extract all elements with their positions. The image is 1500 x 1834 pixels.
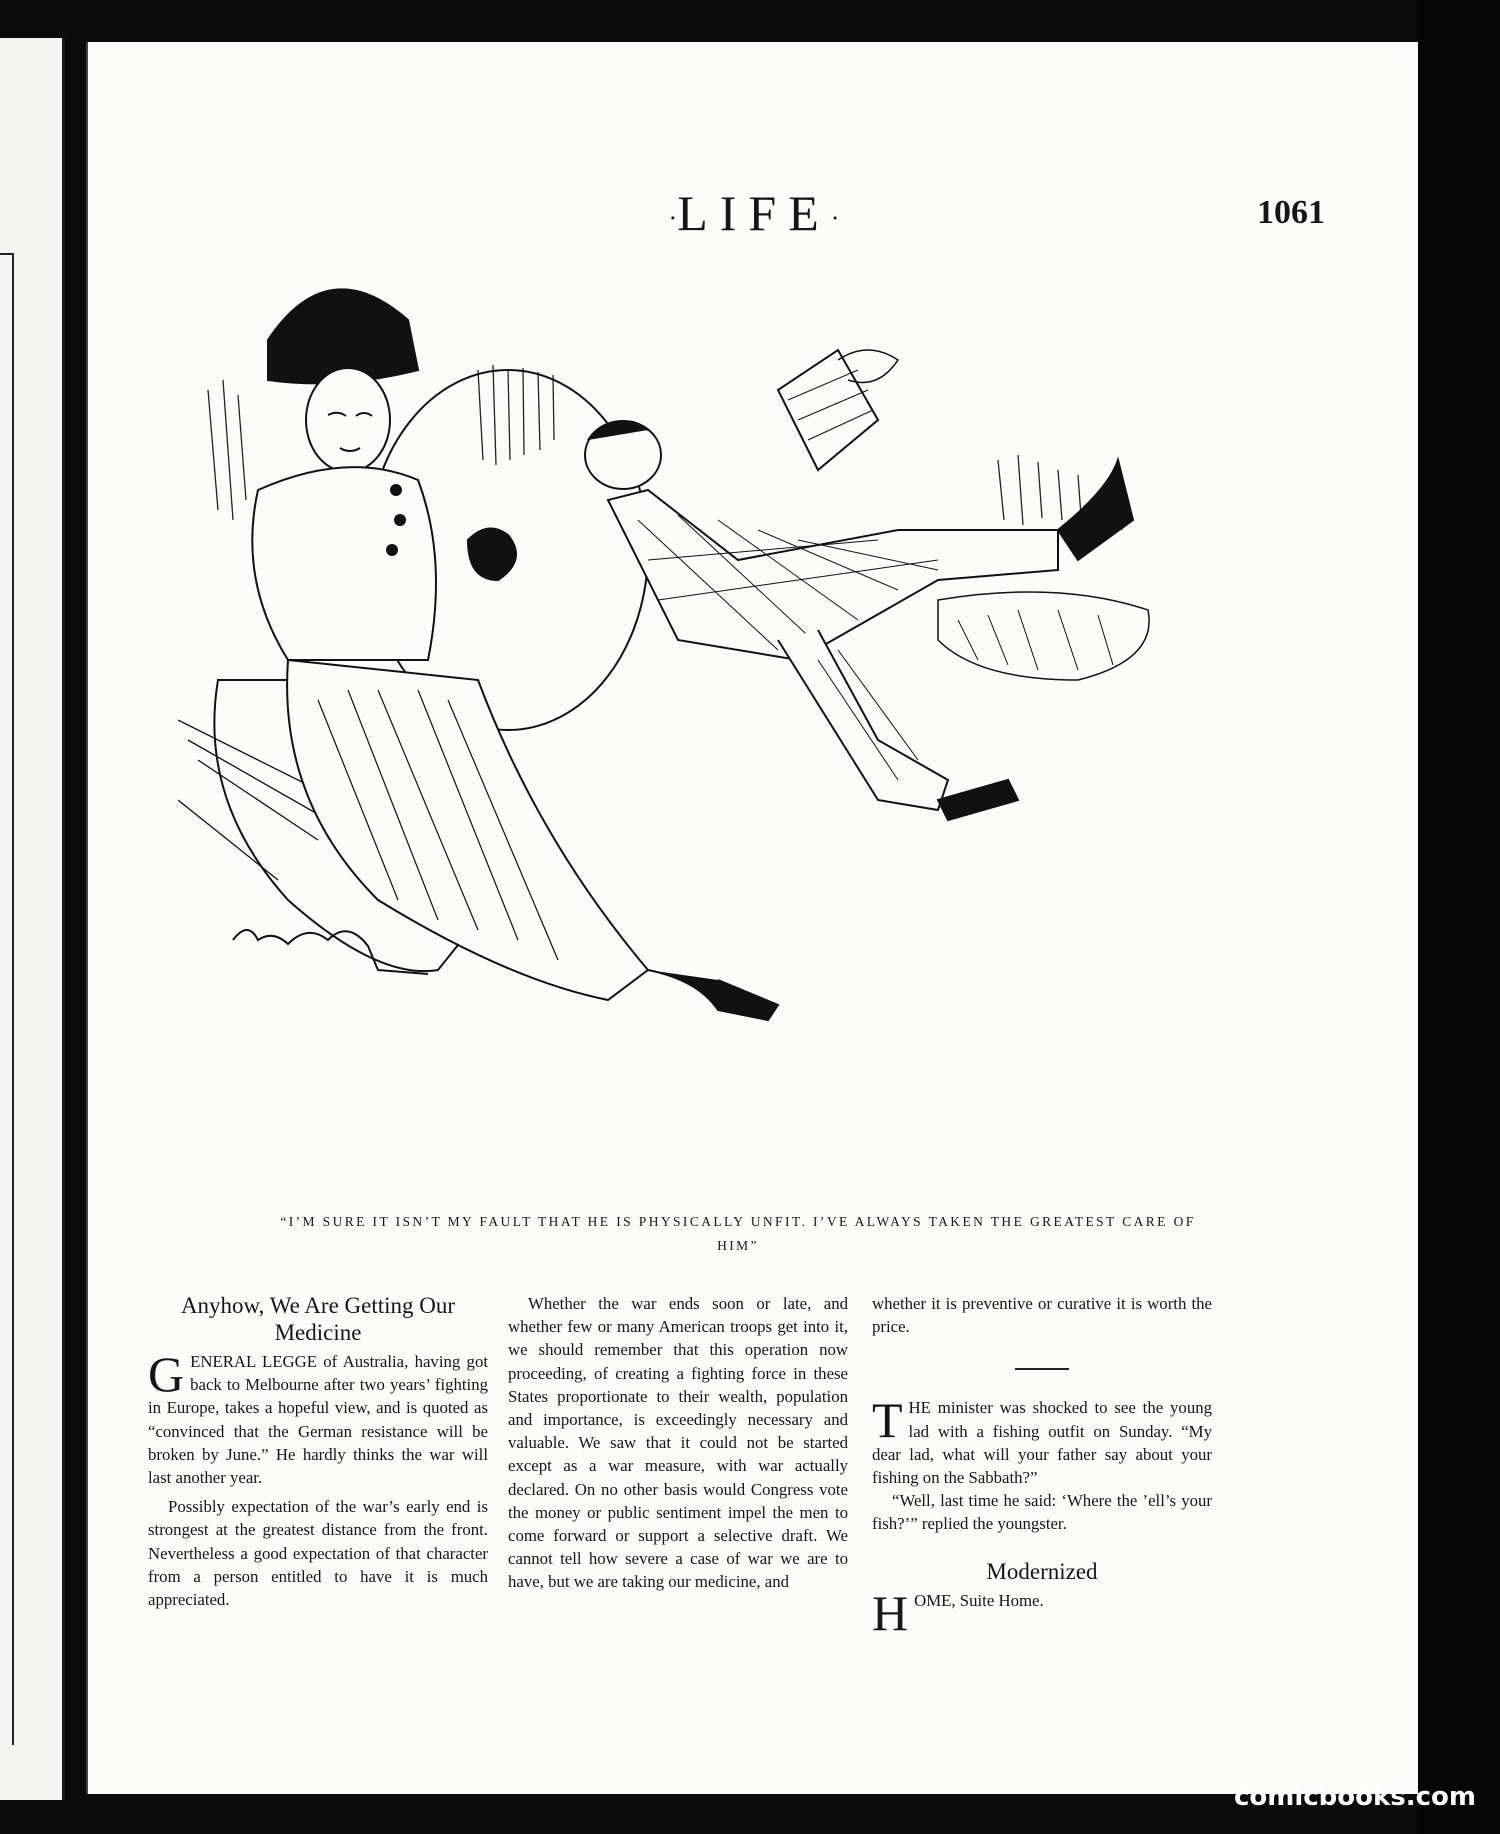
column-1 — [148, 1292, 488, 1611]
drop-cap: T — [872, 1392, 903, 1449]
woman-jacket — [252, 467, 436, 660]
newspaper — [778, 350, 878, 470]
paragraph: GENERAL LEGGE of Australia, having got back to Melbourne after two years’ fighting in Europe, takes a hopeful view, and is quoted as “convinced that the German resistance will be broken by June.” He hardly thinks the war will last another year. — [148, 1346, 488, 1488]
drop-cap: G — [148, 1346, 185, 1402]
paragraph: whether it is preventive or curative it is worth the price. — [872, 1294, 1212, 1337]
woman-face — [306, 368, 390, 472]
paragraph: THE minister was shocked to see the young lad with a fishing outfit on Sunday. “My dear lad, what will your father say about your fishing on the Sabbath?” — [872, 1392, 1212, 1488]
woman-skirt — [287, 660, 648, 1000]
small-dog — [468, 529, 516, 580]
facing-page-border — [0, 253, 14, 1745]
binding-spine — [1418, 0, 1500, 1834]
cartoon-illustration — [178, 280, 1358, 1180]
man-shoe-lower — [938, 780, 1018, 820]
column-2 — [508, 1292, 848, 1594]
facing-page-edge — [0, 38, 65, 1800]
cushion — [938, 592, 1149, 680]
masthead-dot-left: · — [668, 203, 678, 233]
woman-figure — [252, 280, 778, 1020]
paragraph: “Well, last time he said: ‘Where the ’ell’s your fish?’” replied the youngster. — [872, 1491, 1212, 1534]
masthead-title: LIFE — [677, 185, 831, 241]
watermark: comicbooks.com — [1233, 1782, 1476, 1812]
man-shoe-upper — [1058, 460, 1133, 560]
paragraph: HOME, Suite Home. — [872, 1584, 1044, 1641]
man-figure — [585, 350, 1133, 820]
masthead — [88, 184, 1420, 242]
section-heading: Modernized — [986, 1558, 1098, 1584]
masthead-dot-right: · — [830, 203, 840, 233]
page-number: 1061 — [1257, 194, 1325, 231]
paragraph: Possibly expectation of the war’s early end is strongest at the greatest distance from the front. Nevertheless a good expectation of that character from a person entitled to have it is much appreciated. — [148, 1497, 488, 1610]
cartoon-caption: “I’M SURE IT ISN’T MY FAULT THAT HE IS PHYSICALLY UNFIT. I’VE ALWAYS TAKEN THE GREATEST CARE OF HIM” — [280, 1214, 1196, 1253]
drop-cap: H — [872, 1584, 909, 1641]
paragraph: Whether the war ends soon or late, and whether few or many American troops get into it, we should remember that this operation now proceeding, of creating a fighting force in these States proportionate to their wealth, population and importance, is exceedingly necessary and valuable. We saw that it could not be started except as a war measure, with war actually declared. On no other basis would Congress vote the money or public sentiment impel the men to come forward or support a selective draft. We cannot tell how severe a case of war we are to have, but we are taking our medicine, and — [508, 1294, 848, 1592]
man-leg — [778, 630, 948, 810]
magazine-page — [86, 42, 1420, 1794]
article-heading: Anyhow, We Are Getting Our Medicine — [180, 1293, 456, 1345]
column-3 — [872, 1292, 1212, 1641]
woman-shoe — [648, 970, 778, 1020]
section-divider — [1015, 1368, 1069, 1370]
